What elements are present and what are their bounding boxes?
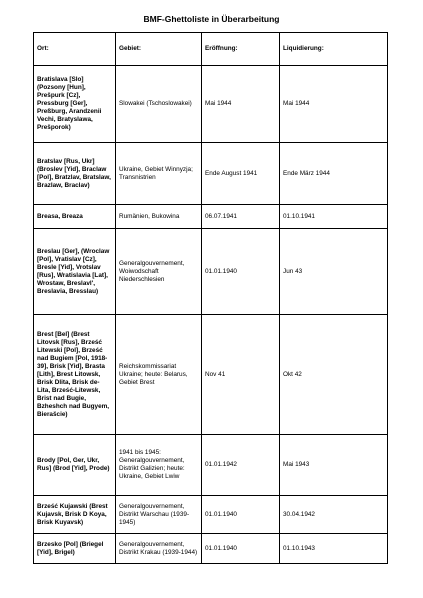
cell-ort: Bratislava [Slo] (Pozsony [Hun], Prešpurk [Cz], Pressburg [Ger], Preßburg, Arandzenii Vechi, Bratyslawa, Prešporok) [34, 66, 116, 143]
cell-ort: Brzesko [Pol] (Briegel [Yid], Brigel) [34, 534, 116, 564]
cell-eroeffnung: 01.01.1940 [202, 496, 280, 534]
table-row [34, 496, 388, 534]
cell-eroeffnung: 01.01.1942 [202, 435, 280, 496]
cell-gebiet: Generalgouvernement, Distrikt Warschau (1939-1945) [116, 496, 202, 534]
cell-ort: Brześć Kujawski (Brest Kujavsk, Brisk D Koya, Brisk Kuyavsk) [34, 496, 116, 534]
table-row [34, 143, 388, 205]
ghetto-table [33, 32, 388, 564]
cell-gebiet: Slowakei (Tschoslowakei) [116, 66, 202, 143]
cell-liquidierung: Mai 1944 [280, 66, 388, 143]
document-title: BMF-Ghettoliste in Überarbeitung [143, 14, 280, 24]
cell-gebiet: Rumänien, Bukowina [116, 205, 202, 229]
header-ort: Ort: [34, 33, 116, 66]
cell-eroeffnung: Nov 41 [202, 315, 280, 435]
cell-ort: Brest [Bel] (Brest Litovsk [Rus], Brześć Litewski [Pol], Brześć nad Bugiem [Pol, 1918-39], Brisk [Yid], Brasta [Lith], Brest Litowsk, Brisk Dlita, Brisk de-Lita, Brześć-Litewsk, Brist nad Bugie, Bzheshch nad Bugyem, Bierašcie) [34, 315, 116, 435]
cell-eroeffnung: 01.01.1940 [202, 534, 280, 564]
cell-liquidierung: 30.04.1942 [280, 496, 388, 534]
cell-liquidierung: Mai 1943 [280, 435, 388, 496]
cell-gebiet: Generalgouvernement, Distrikt Krakau (1939-1944) [116, 534, 202, 564]
table-row [34, 435, 388, 496]
header-gebiet: Gebiet: [116, 33, 202, 66]
cell-eroeffnung: 06.07.1941 [202, 205, 280, 229]
cell-gebiet: Ukraine, Gebiet Winnyzja; Transnistrien [116, 143, 202, 205]
cell-liquidierung: 01.10.1941 [280, 205, 388, 229]
cell-ort: Bratslav [Rus, Ukr] (Broslev [Yid], Braclaw [Pol], Bratzlav, Bratslaw, Brazlaw, Braclav) [34, 143, 116, 205]
cell-gebiet: Generalgouvernement, Woiwodschaft Niederschlesien [116, 229, 202, 315]
header-liquidierung: Liquidierung: [280, 33, 388, 66]
cell-gebiet: 1941 bis 1945: Generalgouvernement, Distrikt Galizien; heute: Ukraine, Gebiet Lwiw [116, 435, 202, 496]
cell-eroeffnung: Mai 1944 [202, 66, 280, 143]
table-row [34, 315, 388, 435]
table-row [34, 229, 388, 315]
cell-liquidierung: Ende März 1944 [280, 143, 388, 205]
cell-eroeffnung: 01.01.1940 [202, 229, 280, 315]
table-row [34, 205, 388, 229]
cell-ort: Breslau [Ger], (Wroclaw [Pol], Vratislav [Cz], Bresle [Yid], Vrotslav [Rus], Wratislavia [Lat], Wrostaw, Breslavl', Breslavia, Bresslau) [34, 229, 116, 315]
cell-liquidierung: Okt 42 [280, 315, 388, 435]
cell-ort: Breasa, Breaza [34, 205, 116, 229]
cell-liquidierung: 01.10.1943 [280, 534, 388, 564]
table-row [34, 66, 388, 143]
cell-liquidierung: Jun 43 [280, 229, 388, 315]
cell-gebiet: Reichskommissariat Ukraine; heute: Belarus, Gebiet Brest [116, 315, 202, 435]
table-row [34, 534, 388, 564]
cell-ort: Brody [Pol, Ger, Ukr, Rus] (Brod [Yid], Prode) [34, 435, 116, 496]
table-header-row [34, 33, 388, 66]
cell-eroeffnung: Ende August 1941 [202, 143, 280, 205]
header-eroeffnung: Eröffnung: [202, 33, 280, 66]
